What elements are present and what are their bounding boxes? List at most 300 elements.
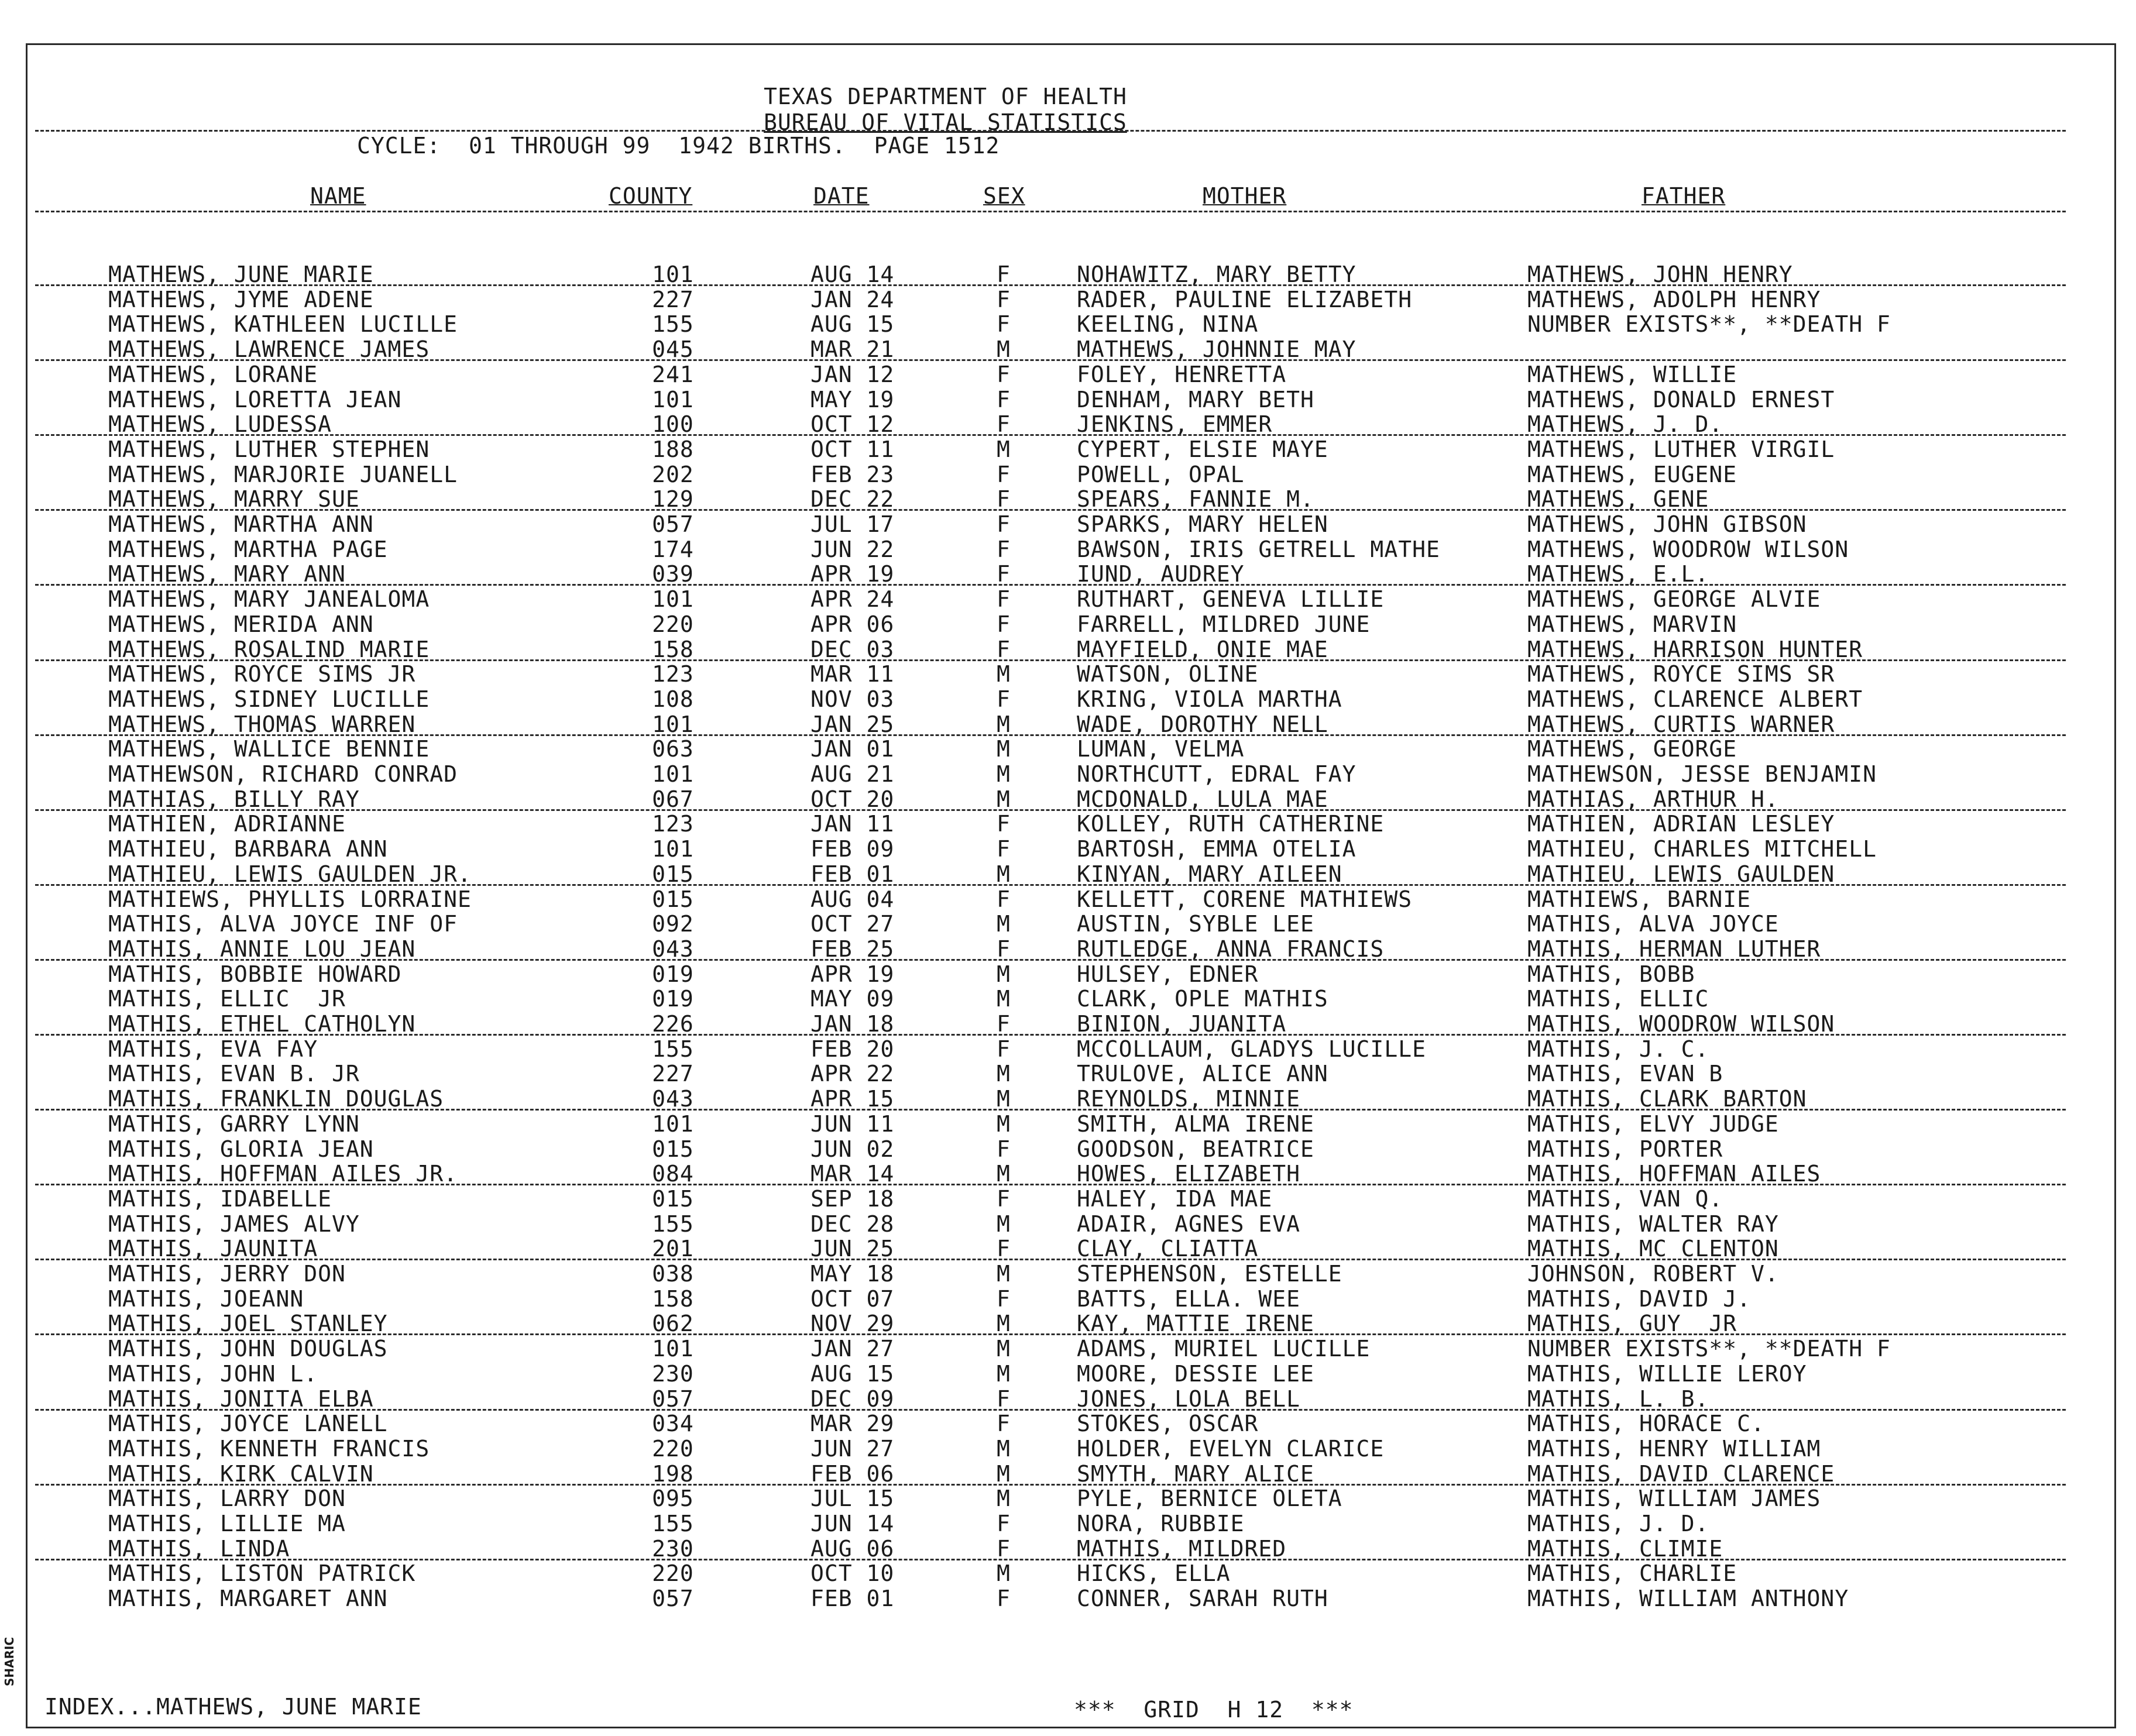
cell-name: MATHIS, JERRY DON [108, 1261, 346, 1287]
cell-sex: F [997, 811, 1011, 837]
cell-sex: F [997, 586, 1011, 612]
cell-county: 155 [652, 1211, 694, 1237]
cell-sex: M [997, 961, 1011, 987]
cell-date: AUG 15 [811, 1361, 895, 1387]
cell-county: 230 [652, 1536, 694, 1562]
cell-county: 034 [652, 1411, 694, 1436]
cycle-line: CYCLE: 01 THROUGH 99 1942 BIRTHS. PAGE 1512 [357, 133, 1000, 159]
cell-date: APR 19 [811, 961, 895, 987]
cell-sex: F [997, 1536, 1011, 1562]
cell-name: MATHIS, MARGARET ANN [108, 1586, 388, 1611]
cell-name: MATHIS, LARRY DON [108, 1486, 346, 1511]
cell-date: AUG 04 [811, 886, 895, 912]
cell-name: MATHIS, GLORIA JEAN [108, 1136, 374, 1162]
cell-name: MATHIS, KIRK CALVIN [108, 1461, 374, 1487]
cell-mother: BARTOSH, EMMA OTELIA [1077, 836, 1357, 862]
cell-date: JUN 11 [811, 1111, 895, 1137]
cell-date: JUL 15 [811, 1486, 895, 1511]
table-row [0, 1063, 2136, 1087]
cell-county: 188 [652, 436, 694, 462]
cell-name: MATHEWS, SIDNEY LUCILLE [108, 686, 430, 712]
cell-date: MAY 19 [811, 387, 895, 412]
cell-sex: M [997, 1211, 1011, 1237]
cell-sex: F [997, 936, 1011, 962]
cell-father: MATHIS, HOFFMAN AILES [1527, 1161, 1821, 1187]
table-row [0, 763, 2136, 788]
cell-mother: RUTHART, GENEVA LILLIE [1077, 586, 1385, 612]
cell-father: MATHIAS, ARTHUR H. [1527, 786, 1779, 812]
cell-sex: F [997, 311, 1011, 337]
cell-county: 108 [652, 686, 694, 712]
cell-name: MATHIS, FRANKLIN DOUGLAS [108, 1086, 444, 1112]
cell-sex: F [997, 262, 1011, 287]
cell-father: MATHIEU, CHARLES MITCHELL [1527, 836, 1877, 862]
cell-name: MATHIS, LILLIE MA [108, 1511, 346, 1536]
cell-date: OCT 12 [811, 411, 895, 437]
cell-father: MATHEWS, JOHN GIBSON [1527, 511, 1807, 537]
table-row [0, 1562, 2136, 1587]
cell-father: MATHIS, ALVA JOYCE [1527, 911, 1779, 937]
table-row [0, 1138, 2136, 1163]
header-subtitle: BUREAU OF VITAL STATISTICS [764, 109, 1127, 135]
cell-father: MATHEWS, WILLIE [1527, 362, 1737, 387]
cell-father: MATHIS, DAVID CLARENCE [1527, 1461, 1835, 1487]
cell-sex: F [997, 1586, 1011, 1611]
table-row [0, 613, 2136, 638]
cell-county: 230 [652, 1361, 694, 1387]
cell-date: DEC 22 [811, 486, 895, 512]
cell-sex: F [997, 1011, 1011, 1037]
cell-county: 101 [652, 836, 694, 862]
table-row [0, 1487, 2136, 1512]
cell-mother: CLARK, OPLE MATHIS [1077, 986, 1328, 1012]
column-header-mother: MOTHER [1203, 183, 1287, 209]
cell-father: NUMBER EXISTS**, **DEATH F [1527, 1336, 1891, 1362]
cell-name: MATHIS, ANNIE LOU JEAN [108, 936, 416, 962]
cell-father: MATHIEU, LEWIS GAULDEN [1527, 861, 1835, 887]
row-divider [35, 1259, 2066, 1260]
table-row [0, 1113, 2136, 1137]
table-row [0, 1338, 2136, 1362]
cell-mother: RUTLEDGE, ANNA FRANCIS [1077, 936, 1385, 962]
column-header-sex: SEX [983, 183, 1025, 209]
cell-sex: M [997, 786, 1011, 812]
cell-sex: F [997, 1136, 1011, 1162]
column-header-county: COUNTY [609, 183, 693, 209]
cell-mother: MOORE, DESSIE LEE [1077, 1361, 1314, 1387]
cell-date: AUG 14 [811, 262, 895, 287]
cell-mother: NORTHCUTT, EDRAL FAY [1077, 761, 1357, 787]
cell-name: MATHIS, KENNETH FRANCIS [108, 1436, 430, 1462]
cell-date: OCT 07 [811, 1286, 895, 1312]
cell-father: MATHIS, J. C. [1527, 1036, 1709, 1062]
cell-date: SEP 18 [811, 1186, 895, 1212]
cell-mother: JONES, LOLA BELL [1077, 1386, 1301, 1412]
table-row [0, 438, 2136, 463]
cell-mother: BINION, JUANITA [1077, 1011, 1287, 1037]
cell-father: MATHEWS, EUGENE [1527, 462, 1737, 487]
cell-mother: MAYFIELD, ONIE MAE [1077, 637, 1328, 662]
cell-father: MATHEWS, JOHN HENRY [1527, 262, 1793, 287]
cell-sex: F [997, 362, 1011, 387]
cell-name: MATHEWS, JYME ADENE [108, 287, 374, 312]
row-divider [35, 884, 2066, 886]
cell-date: JAN 11 [811, 811, 895, 837]
cell-county: 043 [652, 936, 694, 962]
cell-sex: M [997, 1560, 1011, 1586]
cell-county: 226 [652, 1011, 694, 1037]
cell-sex: M [997, 736, 1011, 762]
cell-mother: GOODSON, BEATRICE [1077, 1136, 1314, 1162]
cell-county: 155 [652, 1036, 694, 1062]
table-row [0, 988, 2136, 1012]
cell-county: 067 [652, 786, 694, 812]
cell-father: MATHEWSON, JESSE BENJAMIN [1527, 761, 1877, 787]
footer-grid: *** GRID H 12 *** [1074, 1697, 1354, 1723]
cell-county: 201 [652, 1236, 694, 1261]
cell-father: MATHIS, J. D. [1527, 1511, 1709, 1536]
cell-county: 202 [652, 462, 694, 487]
cell-father: MATHEWS, GEORGE ALVIE [1527, 586, 1821, 612]
cell-name: MATHEWS, MARJORIE JUANELL [108, 462, 458, 487]
cell-county: 101 [652, 586, 694, 612]
cell-date: AUG 06 [811, 1536, 895, 1562]
cell-name: MATHIS, JOEANN [108, 1286, 304, 1312]
cell-date: FEB 23 [811, 462, 895, 487]
table-row [0, 913, 2136, 937]
cell-mother: KAY, MATTIE IRENE [1077, 1311, 1314, 1336]
cell-date: MAR 29 [811, 1411, 895, 1436]
cell-date: JUN 22 [811, 537, 895, 562]
cell-father: MATHIS, HENRY WILLIAM [1527, 1436, 1821, 1462]
cell-father: MATHIS, WILLIAM JAMES [1527, 1486, 1821, 1511]
cell-father: MATHEWS, DONALD ERNEST [1527, 387, 1835, 412]
cell-mother: TRULOVE, ALICE ANN [1077, 1061, 1328, 1087]
cell-county: 063 [652, 736, 694, 762]
cell-name: MATHEWS, LAWRENCE JAMES [108, 336, 430, 362]
cell-county: 100 [652, 411, 694, 437]
cell-mother: KELLETT, CORENE MATHIEWS [1077, 886, 1413, 912]
cell-mother: HICKS, ELLA [1077, 1560, 1231, 1586]
cell-county: 057 [652, 1386, 694, 1412]
cell-name: MATHEWS, ROSALIND MARIE [108, 637, 430, 662]
cell-county: 101 [652, 262, 694, 287]
cell-name: MATHEWS, MARY ANN [108, 561, 346, 587]
cell-sex: M [997, 1461, 1011, 1487]
cell-name: MATHIS, HOFFMAN AILES JR. [108, 1161, 458, 1187]
cell-county: 174 [652, 537, 694, 562]
cell-father: MATHEWS, E.L. [1527, 561, 1709, 587]
cell-sex: M [997, 1111, 1011, 1137]
cell-county: 123 [652, 811, 694, 837]
cell-name: MATHEWS, JUNE MARIE [108, 262, 374, 287]
row-divider [35, 284, 2066, 286]
table-row [0, 313, 2136, 338]
cell-mother: STEPHENSON, ESTELLE [1077, 1261, 1342, 1287]
cell-mother: FOLEY, HENRETTA [1077, 362, 1287, 387]
cell-sex: M [997, 711, 1011, 737]
cell-father: MATHIS, MC CLENTON [1527, 1236, 1779, 1261]
table-row [0, 389, 2136, 413]
table-row [0, 1587, 2136, 1612]
cell-date: JUN 02 [811, 1136, 895, 1162]
cell-mother: ADAIR, AGNES EVA [1077, 1211, 1301, 1237]
cell-mother: AUSTIN, SYBLE LEE [1077, 911, 1314, 937]
cell-date: APR 15 [811, 1086, 895, 1112]
cell-name: MATHIS, LINDA [108, 1536, 290, 1562]
cell-sex: M [997, 661, 1011, 687]
table-row [0, 688, 2136, 713]
cell-county: 101 [652, 761, 694, 787]
cell-county: 101 [652, 1336, 694, 1362]
cell-county: 227 [652, 1061, 694, 1087]
cell-date: APR 24 [811, 586, 895, 612]
cell-mother: CONNER, SARAH RUTH [1077, 1586, 1328, 1611]
cell-father: MATHEWS, ROYCE SIMS SR [1527, 661, 1835, 687]
cell-name: MATHEWS, MARRY SUE [108, 486, 360, 512]
cell-sex: F [997, 511, 1011, 537]
cell-sex: M [997, 1336, 1011, 1362]
cell-date: OCT 20 [811, 786, 895, 812]
cell-father: MATHIS, CHARLIE [1527, 1560, 1737, 1586]
header-title: TEXAS DEPARTMENT OF HEALTH [764, 84, 1127, 109]
row-divider [35, 434, 2066, 436]
cell-sex: M [997, 1261, 1011, 1287]
cell-father: MATHIS, PORTER [1527, 1136, 1723, 1162]
row-divider [35, 584, 2066, 586]
cell-sex: F [997, 561, 1011, 587]
cell-name: MATHIS, JOYCE LANELL [108, 1411, 388, 1436]
table-row [0, 1438, 2136, 1462]
cell-father: MATHEWS, GEORGE [1527, 736, 1737, 762]
cell-father: MATHIS, CLARK BARTON [1527, 1086, 1807, 1112]
cell-name: MATHEWS, LORANE [108, 362, 318, 387]
cell-name: MATHEWS, LORETTA JEAN [108, 387, 402, 412]
cell-date: OCT 10 [811, 1560, 895, 1586]
cell-mother: FARRELL, MILDRED JUNE [1077, 611, 1371, 637]
cell-date: FEB 01 [811, 1586, 895, 1611]
table-row [0, 1363, 2136, 1387]
row-divider [35, 1333, 2066, 1335]
cell-mother: IUND, AUDREY [1077, 561, 1245, 587]
cell-county: 015 [652, 1136, 694, 1162]
cell-date: FEB 25 [811, 936, 895, 962]
cell-date: MAR 21 [811, 336, 895, 362]
cell-sex: F [997, 637, 1011, 662]
cell-name: MATHIS, ELLIC JR [108, 986, 346, 1012]
cell-mother: WADE, DOROTHY NELL [1077, 711, 1328, 737]
cell-county: 101 [652, 1111, 694, 1137]
cell-date: DEC 28 [811, 1211, 895, 1237]
cell-county: 227 [652, 287, 694, 312]
cell-name: MATHEWS, WALLICE BENNIE [108, 736, 430, 762]
cell-mother: REYNOLDS, MINNIE [1077, 1086, 1301, 1112]
cell-county: 038 [652, 1261, 694, 1287]
cell-sex: M [997, 1086, 1011, 1112]
cell-name: MATHIEWS, PHYLLIS LORRAINE [108, 886, 472, 912]
cell-mother: POWELL, OPAL [1077, 462, 1245, 487]
cell-name: MATHIS, GARRY LYNN [108, 1111, 360, 1137]
cell-date: JUN 27 [811, 1436, 895, 1462]
cell-father: MATHIS, WOODROW WILSON [1527, 1011, 1835, 1037]
cell-name: MATHIS, JOEL STANLEY [108, 1311, 388, 1336]
cell-county: 220 [652, 1436, 694, 1462]
cell-father: MATHIS, BOBB [1527, 961, 1695, 987]
cell-mother: MATHEWS, JOHNNIE MAY [1077, 336, 1357, 362]
cell-county: 039 [652, 561, 694, 587]
column-header-name: NAME [310, 183, 366, 209]
cell-mother: BAWSON, IRIS GETRELL MATHE [1077, 537, 1440, 562]
cell-mother: DENHAM, MARY BETH [1077, 387, 1314, 412]
cell-county: 155 [652, 311, 694, 337]
cell-county: 158 [652, 637, 694, 662]
cell-sex: F [997, 486, 1011, 512]
cell-sex: M [997, 911, 1011, 937]
cell-mother: HOWES, ELIZABETH [1077, 1161, 1301, 1187]
cell-date: AUG 15 [811, 311, 895, 337]
cell-date: JAN 18 [811, 1011, 895, 1037]
cell-name: MATHIS, BOBBIE HOWARD [108, 961, 402, 987]
cell-county: 220 [652, 1560, 694, 1586]
table-row [0, 1038, 2136, 1063]
cell-date: FEB 01 [811, 861, 895, 887]
cell-name: MATHEWS, THOMAS WARREN [108, 711, 416, 737]
table-row [0, 813, 2136, 837]
cell-county: 123 [652, 661, 694, 687]
row-divider [35, 959, 2066, 961]
cell-sex: F [997, 686, 1011, 712]
cell-sex: F [997, 1186, 1011, 1212]
cell-father: MATHEWS, ADOLPH HENRY [1527, 287, 1821, 312]
cell-sex: F [997, 886, 1011, 912]
table-row [0, 738, 2136, 762]
cell-county: 129 [652, 486, 694, 512]
cell-father: MATHEWS, CURTIS WARNER [1527, 711, 1835, 737]
table-row [0, 888, 2136, 913]
cell-father: MATHEWS, LUTHER VIRGIL [1527, 436, 1835, 462]
cell-sex: F [997, 1036, 1011, 1062]
side-label: SHARIC [2, 1637, 16, 1687]
cell-father: MATHIS, ELLIC [1527, 986, 1709, 1012]
cell-father: MATHIS, VAN Q. [1527, 1186, 1723, 1212]
cell-mother: LUMAN, VELMA [1077, 736, 1245, 762]
cell-sex: M [997, 1436, 1011, 1462]
cell-sex: M [997, 436, 1011, 462]
cell-sex: M [997, 761, 1011, 787]
cell-date: MAR 11 [811, 661, 895, 687]
cell-county: 101 [652, 387, 694, 412]
cell-date: NOV 29 [811, 1311, 895, 1336]
cell-date: JAN 12 [811, 362, 895, 387]
cell-name: MATHIS, LISTON PATRICK [108, 1560, 416, 1586]
row-divider [35, 1109, 2066, 1111]
cell-name: MATHEWS, MARTHA ANN [108, 511, 374, 537]
cell-father: MATHEWS, HARRISON HUNTER [1527, 637, 1863, 662]
cell-county: 092 [652, 911, 694, 937]
cell-date: JUL 17 [811, 511, 895, 537]
cell-name: MATHEWS, MARY JANEALOMA [108, 586, 430, 612]
cell-date: MAY 09 [811, 986, 895, 1012]
cell-name: MATHEWS, LUTHER STEPHEN [108, 436, 430, 462]
cell-county: 015 [652, 886, 694, 912]
cell-name: MATHIS, JAMES ALVY [108, 1211, 360, 1237]
cell-father: MATHIS, HORACE C. [1527, 1411, 1765, 1436]
cell-date: FEB 09 [811, 836, 895, 862]
cell-father: MATHEWS, CLARENCE ALBERT [1527, 686, 1863, 712]
cell-county: 045 [652, 336, 694, 362]
cell-county: 155 [652, 1511, 694, 1536]
cell-father: MATHIS, WILLIAM ANTHONY [1527, 1586, 1849, 1611]
table-row [0, 1512, 2136, 1537]
cell-date: APR 19 [811, 561, 895, 587]
cell-name: MATHIS, JONITA ELBA [108, 1386, 374, 1412]
cell-name: MATHEWS, MERIDA ANN [108, 611, 374, 637]
cell-sex: F [997, 836, 1011, 862]
cell-father: MATHIS, ELVY JUDGE [1527, 1111, 1779, 1137]
cell-sex: F [997, 411, 1011, 437]
cell-sex: F [997, 537, 1011, 562]
table-row [0, 288, 2136, 313]
cell-date: APR 06 [811, 611, 895, 637]
cell-father: MATHIS, L. B. [1527, 1386, 1709, 1412]
cell-sex: M [997, 1486, 1011, 1511]
cell-county: 198 [652, 1461, 694, 1487]
cell-sex: F [997, 387, 1011, 412]
cell-mother: STOKES, OSCAR [1077, 1411, 1259, 1436]
cell-county: 015 [652, 1186, 694, 1212]
cell-father: JOHNSON, ROBERT V. [1527, 1261, 1779, 1287]
cell-date: JUN 25 [811, 1236, 895, 1261]
cell-county: 158 [652, 1286, 694, 1312]
cell-father: MATHIS, HERMAN LUTHER [1527, 936, 1821, 962]
cell-father: MATHIEWS, BARNIE [1527, 886, 1752, 912]
cell-sex: M [997, 986, 1011, 1012]
table-row [0, 588, 2136, 613]
cell-county: 062 [652, 1311, 694, 1336]
cell-sex: M [997, 861, 1011, 887]
cell-name: MATHEWS, MARTHA PAGE [108, 537, 388, 562]
cell-county: 220 [652, 611, 694, 637]
cell-mother: MCDONALD, LULA MAE [1077, 786, 1328, 812]
cell-father: MATHIS, WALTER RAY [1527, 1211, 1779, 1237]
cell-mother: NOHAWITZ, MARY BETTY [1077, 262, 1357, 287]
cell-father: MATHIEN, ADRIAN LESLEY [1527, 811, 1835, 837]
cell-sex: M [997, 1061, 1011, 1087]
cell-name: MATHIS, ETHEL CATHOLYN [108, 1011, 416, 1037]
cell-date: JAN 27 [811, 1336, 895, 1362]
cell-sex: F [997, 1236, 1011, 1261]
cell-date: APR 22 [811, 1061, 895, 1087]
table-row [0, 1213, 2136, 1237]
row-divider [35, 1184, 2066, 1185]
cell-sex: F [997, 1286, 1011, 1312]
cell-name: MATHIS, JOHN L. [108, 1361, 318, 1387]
cell-name: MATHIS, EVAN B. JR [108, 1061, 360, 1087]
cell-father: MATHEWS, WOODROW WILSON [1527, 537, 1849, 562]
table-row [0, 363, 2136, 388]
cell-sex: F [997, 1511, 1011, 1536]
cell-mother: KOLLEY, RUTH CATHERINE [1077, 811, 1385, 837]
cell-sex: F [997, 1386, 1011, 1412]
cell-mother: WATSON, OLINE [1077, 661, 1259, 687]
cell-mother: PYLE, BERNICE OLETA [1077, 1486, 1342, 1511]
cell-county: 241 [652, 362, 694, 387]
cell-county: 101 [652, 711, 694, 737]
cell-county: 084 [652, 1161, 694, 1187]
row-divider [35, 359, 2066, 361]
cell-name: MATHIS, JAUNITA [108, 1236, 318, 1261]
table-row [0, 1288, 2136, 1312]
